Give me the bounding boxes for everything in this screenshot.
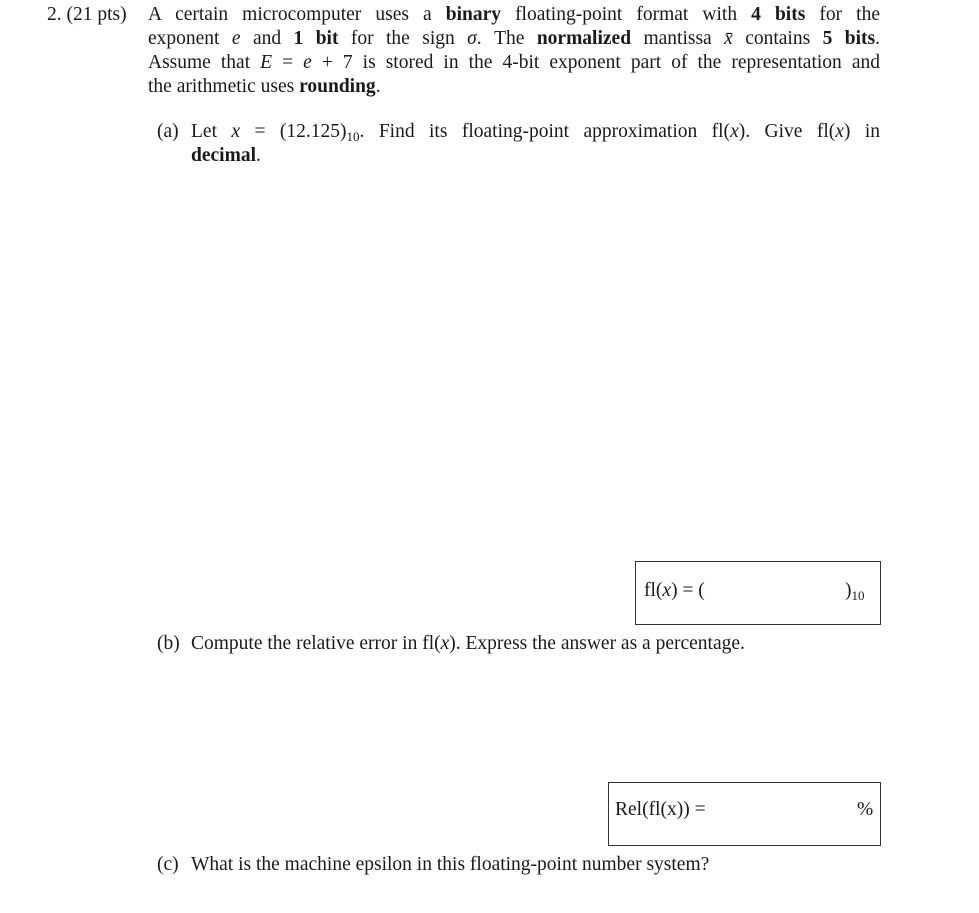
stem-line-4 <box>148 75 381 99</box>
var-x: x <box>730 121 739 142</box>
part-a-text <box>191 120 880 144</box>
answer-a-seg: ) = ( <box>671 580 705 601</box>
stem-bold-1bit: 1 bit <box>293 28 339 49</box>
answer-box-a[interactable] <box>635 561 881 625</box>
question-points: (21 pts) <box>66 4 127 25</box>
part-a-bold-decimal: decimal <box>191 145 256 166</box>
stem-line-1 <box>148 3 880 27</box>
stem-bold-rounding: rounding <box>299 76 376 97</box>
var-x: x <box>835 121 844 142</box>
var-x: x <box>231 121 241 142</box>
part-a-text-line-2 <box>191 144 261 168</box>
answer-a-base: 10 <box>851 588 865 603</box>
stem-text: for the sign <box>338 28 468 49</box>
stem-text: mantissa <box>631 28 725 49</box>
part-b-text-seg: Compute the relative error in fl( <box>191 633 441 654</box>
part-b-label: (b) <box>157 633 180 654</box>
part-a-text-seg: . Find its floating-point approximation fl( <box>359 121 731 142</box>
stem-text: exponent <box>148 28 232 49</box>
var-x: x <box>662 580 672 601</box>
part-a-text-seg: ) in <box>843 121 880 142</box>
stem-text: contains <box>732 28 823 49</box>
stem-text: and <box>240 28 294 49</box>
part-c-label: (c) <box>157 854 179 875</box>
answer-a-seg: fl( <box>644 580 663 601</box>
part-b-text-seg: ). Express the answer as a percentage. <box>449 633 745 654</box>
stem-text: A certain microcomputer uses a <box>148 4 446 25</box>
stem-line-2 <box>148 27 880 51</box>
stem-text: + 7 is stored in the 4-bit exponent part of the representation and <box>311 52 880 73</box>
question-number-label: 2. <box>47 4 62 25</box>
var-E: E <box>260 52 273 73</box>
stem-bold-5bits: 5 bits <box>822 28 876 49</box>
stem-text: the arithmetic uses <box>148 76 300 97</box>
stem-text: for the <box>805 4 880 25</box>
part-a-text-seg: = <box>240 121 280 142</box>
stem-text: = <box>272 52 304 73</box>
part-a-base: 10 <box>346 129 360 144</box>
var-xbar: x̄ <box>724 28 733 49</box>
stem-text: . <box>875 28 880 49</box>
part-a-label: (a) <box>157 121 179 142</box>
stem-text: floating-point format with <box>501 4 752 25</box>
part-a-text-seg: Let <box>191 121 232 142</box>
answer-box-a-label <box>644 579 705 603</box>
stem-bold-binary: binary <box>445 4 501 25</box>
answer-box-a-suffix <box>845 579 865 603</box>
part-c-text: What is the machine epsilon in this floating-point number system? <box>191 854 710 875</box>
answer-box-b-label: Rel(fl(x)) = <box>615 799 706 820</box>
var-x: x <box>440 633 450 654</box>
stem-line-3 <box>148 51 880 75</box>
part-a-text-seg: ). Give fl( <box>738 121 836 142</box>
var-sigma: σ <box>467 28 477 49</box>
var-e: e <box>231 28 241 49</box>
answer-a-close-paren: ) <box>845 580 852 601</box>
stem-text: Assume that <box>148 52 261 73</box>
part-a-text-seg: . <box>255 145 261 166</box>
stem-text: . The <box>476 28 537 49</box>
stem-text: . <box>375 76 381 97</box>
answer-box-b-unit: % <box>857 799 874 820</box>
stem-bold-4bits: 4 bits <box>751 4 806 25</box>
question-number <box>47 3 127 27</box>
part-b-text <box>191 632 745 656</box>
stem-bold-normalized: normalized <box>536 28 632 49</box>
var-e: e <box>303 52 312 73</box>
part-a-value: (12.125) <box>279 121 347 142</box>
answer-box-b[interactable] <box>608 782 881 846</box>
